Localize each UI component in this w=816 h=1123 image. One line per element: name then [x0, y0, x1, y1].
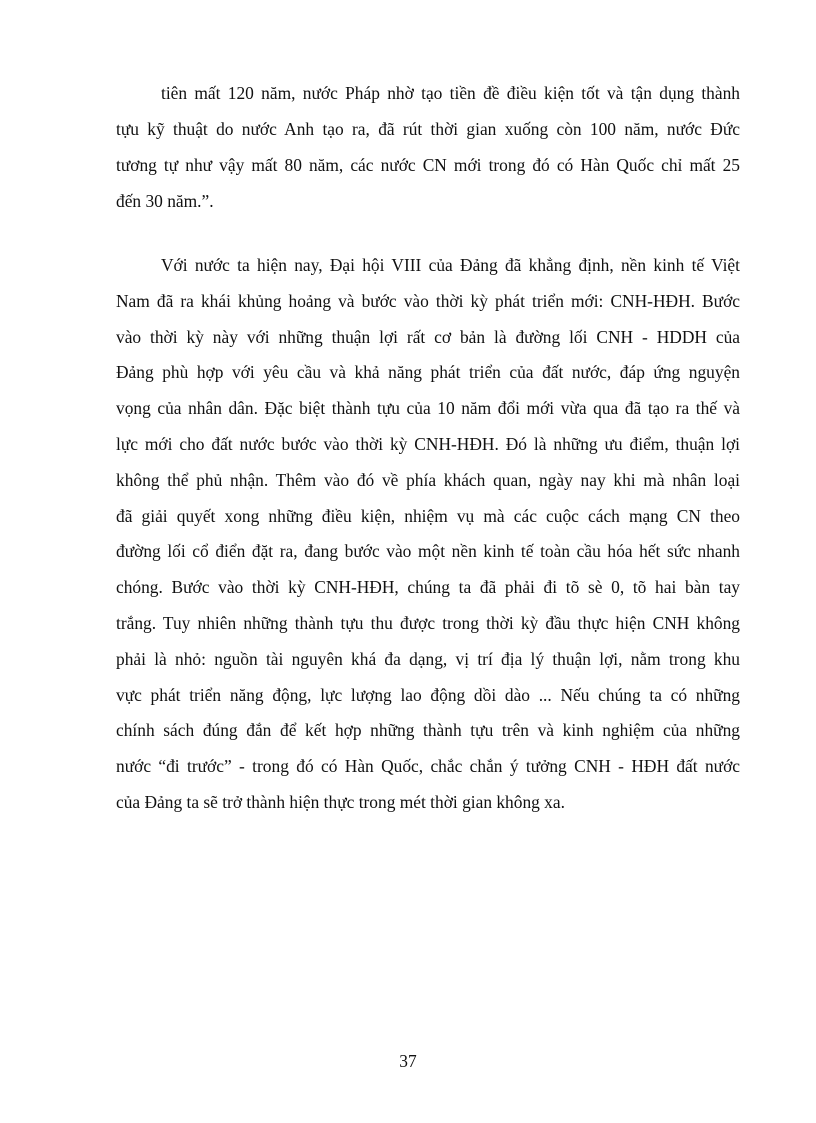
- text-line: chóng. Bước vào thời kỳ CNH-HĐH, chúng ta đã phải đi tõ sè 0, tõ hai bàn tay: [116, 577, 740, 597]
- text-line: chính sách đúng đắn để kết hợp những thành tựu trên và kinh nghiệm của những: [116, 720, 740, 740]
- text-line: nước “đi trước” - trong đó có Hàn Quốc, chắc chắn ý tưởng CNH - HĐH đất nước: [116, 756, 740, 776]
- text-line: Nam đã ra khái khủng hoảng và bước vào thời kỳ phát triển mới: CNH-HĐH. Bước: [116, 291, 740, 311]
- text-line: lực mới cho đất nước bước vào thời kỳ CNH-HĐH. Đó là những ưu điểm, thuận lợi: [116, 434, 740, 454]
- text-line: đã giải quyết xong những điều kiện, nhiệm vụ mà các cuộc cách mạng CN theo: [116, 506, 740, 526]
- text-line: tương tự như vậy mất 80 năm, các nước CN mới trong đó có Hàn Quốc chỉ mất 25: [116, 155, 740, 175]
- text-line: đến 30 năm.”.: [116, 191, 214, 211]
- text-line: trắng. Tuy nhiên những thành tựu thu được trong thời kỳ đầu thực hiện CNH không: [116, 613, 740, 633]
- text-line: không thể phủ nhận. Thêm vào đó về phía khách quan, ngày nay khi mà nhân loại: [116, 470, 740, 490]
- text-line: vực phát triển năng động, lực lượng lao động dồi dào ... Nếu chúng ta có những: [116, 685, 740, 705]
- text-line: Đảng phù hợp với yêu cầu và khả năng phát triển của đất nước, đáp ứng nguyện: [116, 362, 740, 382]
- page-number: 37: [399, 1051, 417, 1071]
- text-line: đường lối cổ điển đặt ra, đang bước vào một nền kinh tế toàn cầu hóa hết sức nhanh: [116, 541, 740, 561]
- text-line: của Đảng ta sẽ trở thành hiện thực trong mét thời gian không xa.: [116, 792, 565, 812]
- text-line: tựu kỹ thuật do nước Anh tạo ra, đã rút thời gian xuống còn 100 năm, nước Đức: [116, 119, 740, 139]
- text-line: tiên mất 120 năm, nước Pháp nhờ tạo tiền đề điều kiện tốt và tận dụng thành: [161, 83, 740, 103]
- text-line: phải là nhỏ: nguồn tài nguyên khá đa dạng, vị trí địa lý thuận lợi, nằm trong khu: [116, 649, 740, 669]
- text-line: vọng của nhân dân. Đặc biệt thành tựu của 10 năm đổi mới vừa qua đã tạo ra thế và: [116, 398, 740, 418]
- text-line: vào thời kỳ này với những thuận lợi rất cơ bản là đường lối CNH - HDDH của: [116, 327, 740, 347]
- text-line: Với nước ta hiện nay, Đại hội VIII của Đảng đã khẳng định, nền kinh tế Việt: [161, 255, 740, 275]
